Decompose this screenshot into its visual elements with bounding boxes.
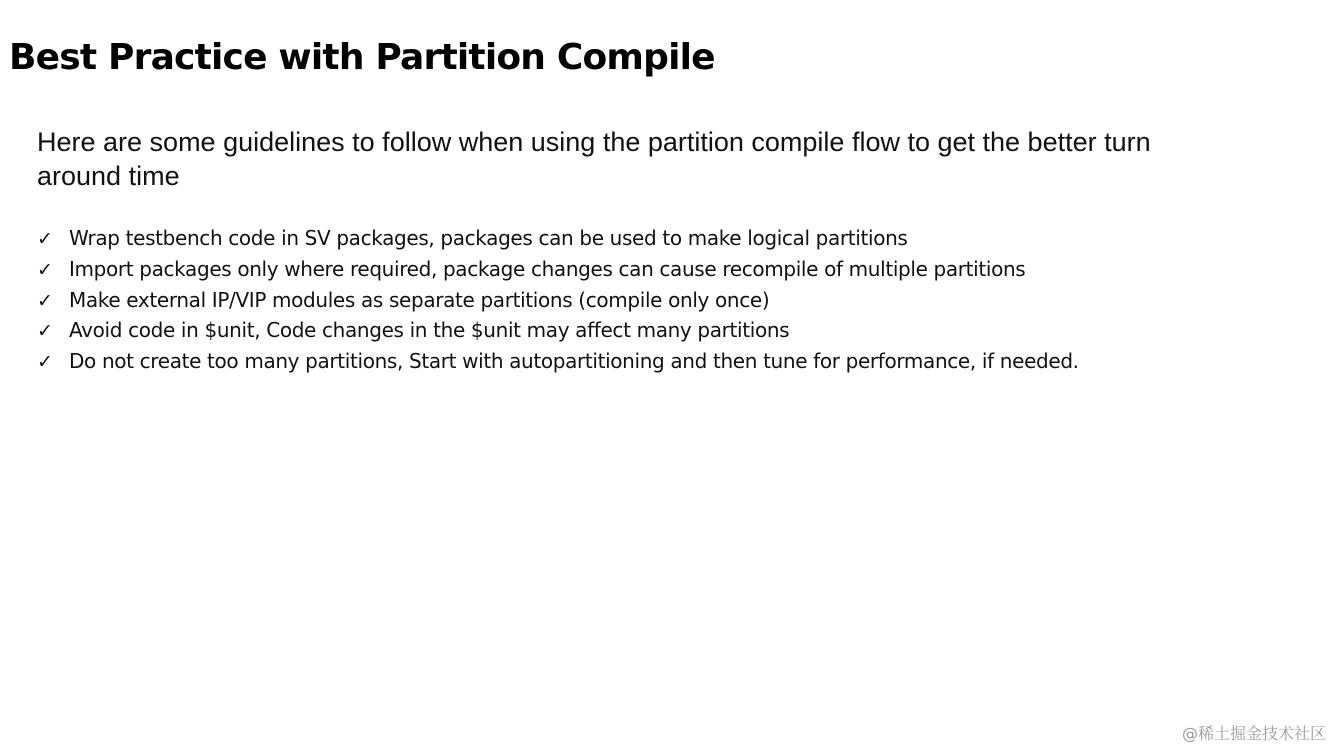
slide-title: Best Practice with Partition Compile xyxy=(9,37,715,78)
checklist-item xyxy=(37,285,1079,316)
checklist-item-text: Do not create too many partitions, Start with autopartitioning and then tune for performance, if needed. xyxy=(69,349,1079,374)
checklist-item xyxy=(37,346,1079,377)
checklist-item xyxy=(37,254,1079,285)
watermark-text: @稀土掘金技术社区 xyxy=(1181,724,1326,743)
checklist-item-text: Avoid code in $unit, Code changes in the $unit may affect many partitions xyxy=(69,318,790,343)
checkmark-icon: ✓ xyxy=(37,320,53,343)
checkmark-icon: ✓ xyxy=(37,258,53,281)
checklist-item xyxy=(37,315,1079,346)
checkmark-icon: ✓ xyxy=(37,228,53,250)
checklist-item xyxy=(37,223,1079,254)
guideline-checklist xyxy=(37,223,1079,377)
checkmark-icon: ✓ xyxy=(37,289,53,312)
checkmark-icon: ✓ xyxy=(37,351,53,374)
intro-paragraph: Here are some guidelines to follow when using the partition compile flow to get the better turn around time xyxy=(37,127,1151,191)
checklist-item-text: Make external IP/VIP modules as separate partitions (compile only once) xyxy=(69,287,770,312)
checklist-item-text: Import packages only where required, package changes can cause recompile of multiple partitions xyxy=(69,256,1026,281)
checklist-item-text: Wrap testbench code in SV packages, packages can be used to make logical partitions xyxy=(69,226,908,250)
